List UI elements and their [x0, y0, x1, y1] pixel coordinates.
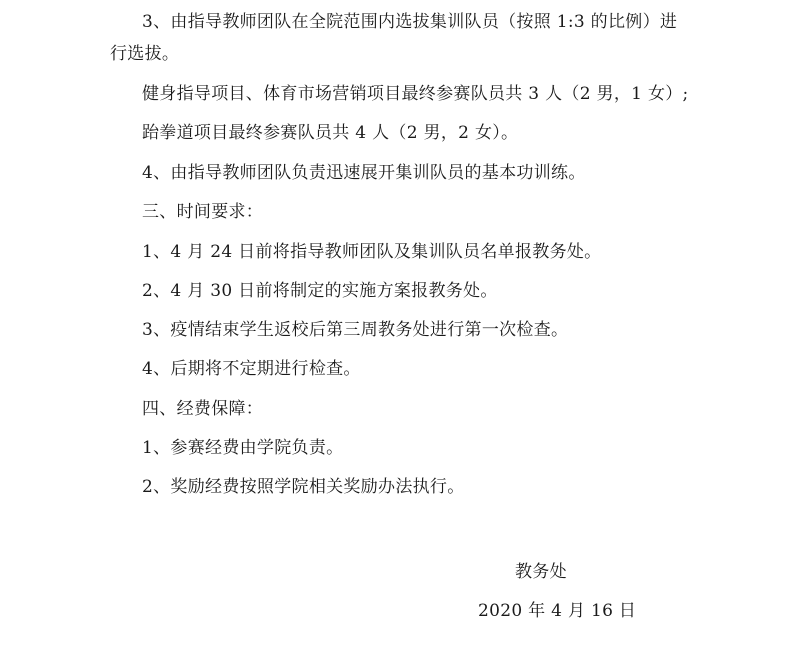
paragraph-basic-training: 4、由指导教师团队负责迅速展开集训队员的基本功训练。 [142, 163, 586, 183]
paragraph-taekwondo-team: 跆拳道项目最终参赛队员共 4 人（2 男，2 女）。 [142, 123, 519, 143]
paragraph-deadline-apr-30: 2、4 月 30 日前将制定的实施方案报教务处。 [142, 281, 498, 301]
paragraph-first-inspection: 3、疫情结束学生返校后第三周教务处进行第一次检查。 [142, 320, 569, 340]
paragraph-selection-ratio: 3、由指导教师团队在全院范围内选拔集训队员（按照 1:3 的比例）进 [142, 12, 678, 32]
signature-date: 2020 年 4 月 16 日 [478, 601, 637, 621]
section-heading-funding: 四、经费保障： [142, 399, 264, 419]
paragraph-reward-funding: 2、奖励经费按照学院相关奖励办法执行。 [142, 477, 465, 497]
paragraph-deadline-apr-24: 1、4 月 24 日前将指导教师团队及集训队员名单报教务处。 [142, 242, 602, 262]
paragraph-fitness-marketing-team: 健身指导项目、体育市场营销项目最终参赛队员共 3 人（2 男，1 女）; [142, 84, 689, 104]
paragraph-selection-ratio-continued: 行选拔。 [110, 44, 180, 64]
paragraph-competition-funding: 1、参赛经费由学院负责。 [142, 438, 344, 458]
paragraph-irregular-inspection: 4、后期将不定期进行检查。 [142, 359, 361, 379]
signature-office: 教务处 [515, 562, 567, 582]
section-heading-time-requirements: 三、时间要求： [142, 202, 264, 222]
